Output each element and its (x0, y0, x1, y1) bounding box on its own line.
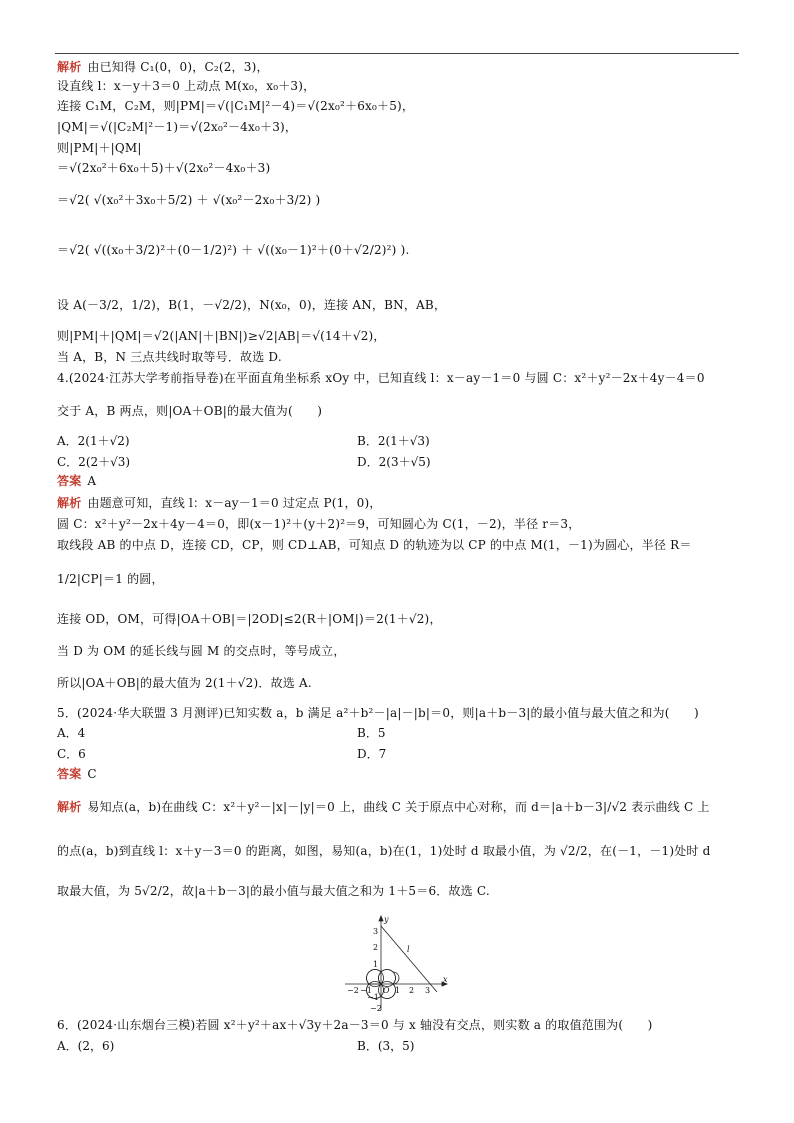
line-text: 5．(2024·华大联盟 3 月测评)已知实数 a，b 满足 a²＋b²－|a|－|b|＝0，则|a＋b－3|的最小值与最大值之和为( ) (57, 706, 699, 720)
y-axis-label: y (384, 915, 389, 924)
text-line (57, 161, 270, 175)
answer-option: B．2(1＋√3) (357, 434, 430, 448)
x-tick: −1 (360, 986, 372, 995)
text-line (57, 350, 282, 364)
line-text: 交于 A，B 两点，则|OA＋OB|的最大值为( ) (57, 404, 323, 418)
x-tick: −2 (347, 986, 359, 995)
section-label: 解析 (57, 800, 82, 814)
line-text: 连接 OD，OM，可得|OA＋OB|＝|2OD|≤2(R＋|OM|)＝2(1＋√2)， (57, 612, 442, 626)
section-label: 答案 (57, 474, 82, 488)
line-text: ＝√2( √((x₀＋3/2)²＋(0－1/2)²) ＋ √((x₀－1)²＋(0＋√2/2)²) ). (57, 243, 410, 257)
origin-label: O (383, 986, 390, 995)
y-axis-arrow (379, 916, 383, 921)
line-text: A (87, 474, 97, 488)
line-text: 取最大值，为 5√2/2，故|a＋b－3|的最小值与最大值之和为 1＋5＝6．故选 C. (57, 884, 490, 898)
y-tick: 2 (373, 943, 379, 952)
answer-option: A．2(1＋√2) (57, 434, 130, 448)
section-label: 答案 (57, 767, 82, 781)
line-text: 4.(2024·江苏大学考前指导卷)在平面直角坐标系 xOy 中，已知直线 l：x－ay－1＝0 与圆 C：x²＋y²－2x＋4y－4＝0 (57, 371, 705, 385)
line-text: 1/2|CP|＝1 的圆， (57, 572, 164, 586)
text-line (57, 371, 705, 385)
text-line (57, 243, 409, 257)
line-text: ＝√2( √(x₀²＋3x₀＋5/2) ＋ √(x₀²－2x₀＋3/2) ) (57, 193, 321, 207)
text-line (57, 193, 320, 207)
answer-option: A．4 (57, 726, 86, 740)
answer-option: B．5 (357, 726, 386, 740)
curve-figure (343, 912, 451, 1012)
line-text: 由已知得 C₁(0，0)，C₂(2，3)， (87, 60, 269, 74)
answer-option: A．(2，6) (57, 1039, 115, 1053)
section-label: 解析 (57, 60, 82, 74)
text-line (57, 329, 386, 343)
y-tick: −2 (370, 1004, 382, 1012)
text-line (57, 572, 164, 586)
section-line (57, 474, 96, 488)
line-text: 则|PM|＋|QM|＝√2(|AN|＋|BN|)≥√2|AB|＝√(14＋√2)， (57, 329, 386, 343)
text-line (57, 644, 346, 658)
line-text: 圆 C：x²＋y²－2x＋4y－4＝0，即(x－1)²＋(y＋2)²＝9，可知圆心为 C(1，－2)，半径 r＝3， (57, 517, 581, 531)
section-label: 解析 (57, 496, 82, 510)
x-tick: 3 (425, 986, 431, 995)
line-text: 设直线 l：x－y＋3＝0 上动点 M(x₀，x₀＋3)， (57, 79, 316, 93)
text-line (57, 706, 699, 720)
text-line (57, 79, 315, 93)
text-line (57, 1018, 653, 1032)
line-text: 的点(a，b)到直线 l：x＋y－3＝0 的距离，如图，易知(a，b)在(1，1)处时 d 取最小值，为 √2/2，在(－1，－1)处时 d (57, 844, 711, 858)
text-line (57, 298, 446, 312)
section-line (57, 800, 710, 814)
text-line (57, 141, 142, 155)
section-line (57, 60, 269, 74)
answer-option: D．2(3＋√5) (357, 455, 431, 469)
line-text: |QM|＝√(|C₂M|²－1)＝√(2x₀²－4x₀＋3)， (57, 120, 298, 134)
answer-option: C．6 (57, 747, 86, 761)
text-line (57, 99, 414, 113)
answer-option: C．2(2＋√3) (57, 455, 131, 469)
x-tick: 2 (409, 986, 415, 995)
line-text: 易知点(a，b)在曲线 C：x²＋y²－|x|－|y|＝0 上，曲线 C 关于原点中心对称，而 d＝|a＋b－3|/√2 表示曲线 C 上 (87, 800, 710, 814)
text-line (57, 884, 490, 898)
line-text: 所以|OA＋OB|的最大值为 2(1＋√2)．故选 A. (57, 676, 312, 690)
line-text: 由题意可知，直线 l：x－ay－1＝0 过定点 P(1，0)， (87, 496, 382, 510)
line-text: 则|PM|＋|QM| (57, 141, 142, 155)
section-line (57, 767, 97, 781)
answer-option: B．(3，5) (357, 1039, 415, 1053)
y-tick: 3 (373, 927, 379, 936)
line-l-label: l (407, 945, 410, 954)
x-axis-label: x (443, 975, 448, 984)
x-tick: 1 (395, 986, 401, 995)
line-text: 当 A，B，N 三点共线时取等号．故选 D. (57, 350, 282, 364)
text-line (57, 517, 580, 531)
y-tick: −1 (367, 993, 379, 1002)
section-line (57, 496, 382, 510)
line-text: C (87, 767, 97, 781)
line-text: 6．(2024·山东烟台三模)若圆 x²＋y²＋ax＋√3y＋2a－3＝0 与 x 轴没有交点，则实数 a 的取值范围为( ) (57, 1018, 653, 1032)
line-text: 取线段 AB 的中点 D，连接 CD，CP，则 CD⊥AB，可知点 D 的轨迹为以 CP 的中点 M(1，－1)为圆心，半径 R＝ (57, 538, 692, 552)
answer-option: D．7 (357, 747, 387, 761)
y-tick: 1 (373, 960, 379, 969)
text-line (57, 676, 312, 690)
text-line (57, 612, 442, 626)
line-text: 连接 C₁M，C₂M，则|PM|＝√(|C₁M|²－4)＝√(2x₀²＋6x₀＋5)， (57, 99, 415, 113)
text-line (57, 404, 322, 418)
text-line (57, 538, 692, 552)
line-text: 当 D 为 OM 的延长线与圆 M 的交点时，等号成立， (57, 644, 346, 658)
line-text: 设 A(－3/2，1/2)，B(1，－√2/2)，N(x₀，0)，连接 AN，BN，AB， (57, 298, 447, 312)
text-line (57, 844, 711, 858)
line-text: ＝√(2x₀²＋6x₀＋5)＋√(2x₀²－4x₀＋3) (57, 161, 271, 175)
header-rule (55, 53, 739, 54)
text-line (57, 120, 297, 134)
